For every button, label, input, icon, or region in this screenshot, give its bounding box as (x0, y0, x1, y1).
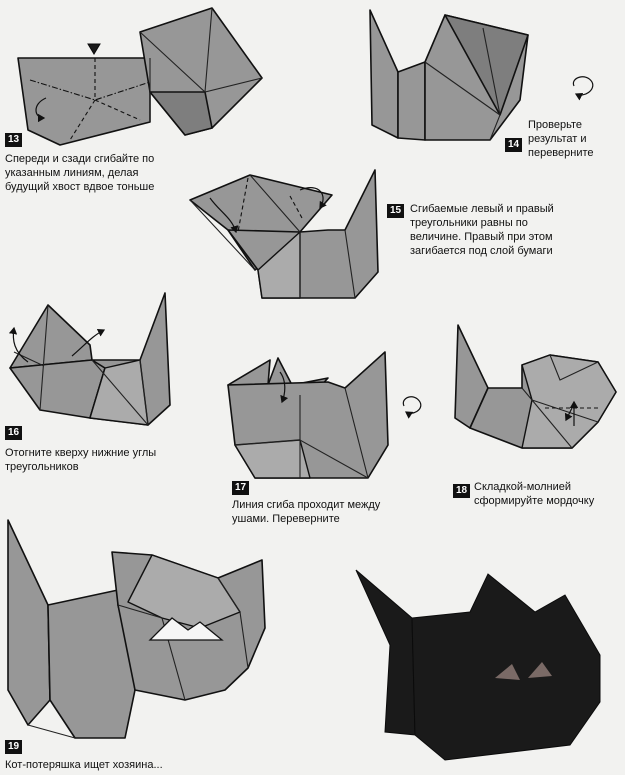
turn-over-arrow-icon (403, 397, 421, 414)
step-number-18: 18 (453, 484, 470, 498)
step-17-figure (228, 352, 421, 478)
step-17-caption: Линия сгиба проходит между ушами. Переверните (232, 499, 381, 525)
step-18-figure (455, 325, 616, 448)
step-number-19: 19 (5, 740, 22, 754)
step-15-figure (190, 170, 378, 298)
step-number-16: 16 (5, 426, 22, 440)
step-number-13: 13 (5, 133, 22, 147)
step-19-figure (8, 520, 265, 738)
valley-fold-arrowhead-icon (88, 44, 100, 54)
step-15-caption: Сгибаемые левый и правый треугольники равны по величине. Правый при этом загибается под слой бумаги (410, 203, 554, 257)
step-14-caption: Проверьте результат и переверните (528, 119, 594, 159)
finished-black-cat-figure (356, 570, 600, 760)
step-number-17: 17 (232, 481, 249, 495)
step-18-caption: Складкой-молнией сформируйте мордочку (474, 481, 595, 507)
step-13-caption: Спереди и сзади сгибайте по указанным линиям, делая будущий хвост вдвое тоньше (5, 153, 155, 193)
turn-over-arrow-icon (573, 77, 592, 95)
step-number-14: 14 (505, 138, 522, 152)
step-13-figure (18, 8, 262, 145)
step-number-15: 15 (387, 204, 404, 218)
step-19-caption: Кот-потеряшка ищет хозяина... (5, 759, 163, 771)
step-16-figure (10, 293, 170, 425)
step-16-caption: Отогните кверху нижние углы треугольников (5, 447, 157, 473)
